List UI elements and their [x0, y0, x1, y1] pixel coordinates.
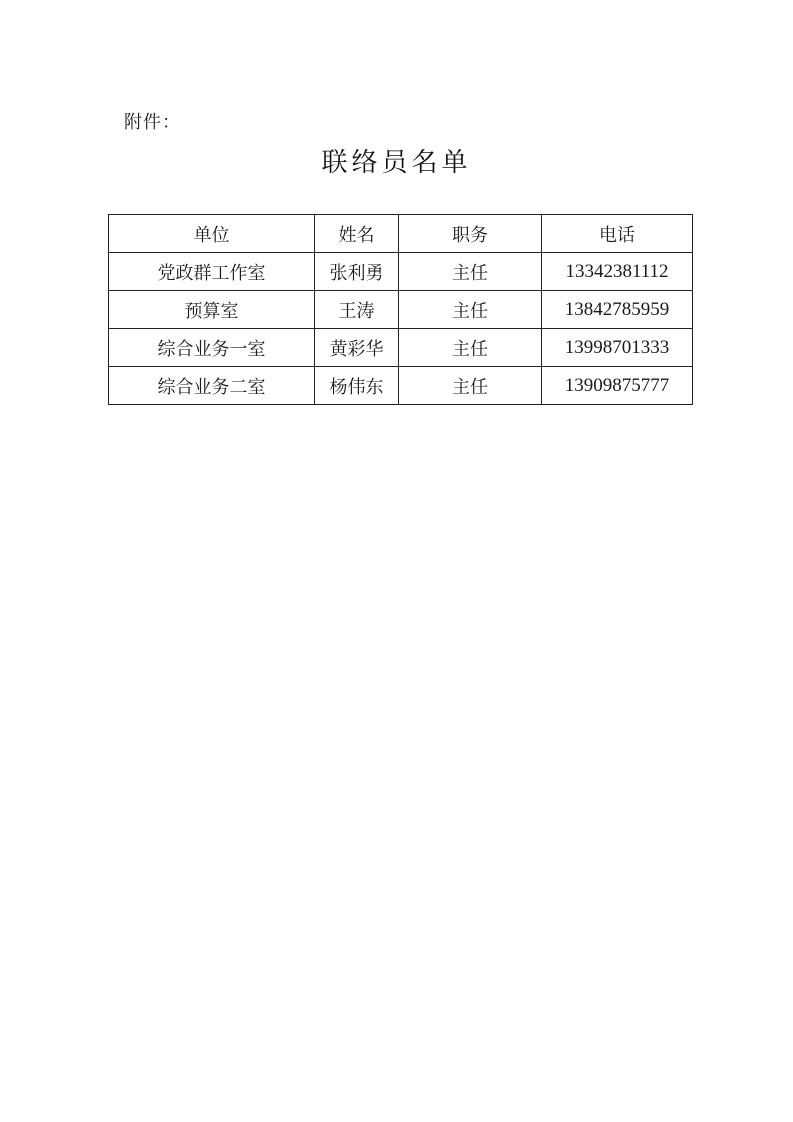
cell-name: 张利勇 — [315, 253, 399, 291]
page-title: 联络员名单 — [321, 148, 472, 178]
cell-name: 杨伟东 — [315, 367, 399, 405]
header-name: 姓名 — [315, 215, 399, 253]
cell-unit: 预算室 — [109, 291, 315, 329]
table-row — [109, 329, 693, 367]
header-phone: 电话 — [542, 215, 693, 253]
table-row — [109, 367, 693, 405]
cell-position: 主任 — [399, 329, 542, 367]
cell-name: 王涛 — [315, 291, 399, 329]
header-unit: 单位 — [109, 215, 315, 253]
cell-name: 黄彩华 — [315, 329, 399, 367]
cell-unit: 综合业务二室 — [109, 367, 315, 405]
table-row — [109, 253, 693, 291]
cell-phone: 13909875777 — [542, 367, 693, 405]
cell-unit: 综合业务一室 — [109, 329, 315, 367]
cell-phone: 13842785959 — [542, 291, 693, 329]
cell-phone: 13342381112 — [542, 253, 693, 291]
liaison-table — [108, 214, 693, 405]
cell-position: 主任 — [399, 291, 542, 329]
table-row — [109, 291, 693, 329]
cell-phone: 13998701333 — [542, 329, 693, 367]
header-position: 职务 — [399, 215, 542, 253]
attachment-label: 附件： — [124, 112, 181, 133]
cell-position: 主任 — [399, 253, 542, 291]
cell-unit: 党政群工作室 — [109, 253, 315, 291]
table-header-row — [109, 215, 693, 253]
cell-position: 主任 — [399, 367, 542, 405]
